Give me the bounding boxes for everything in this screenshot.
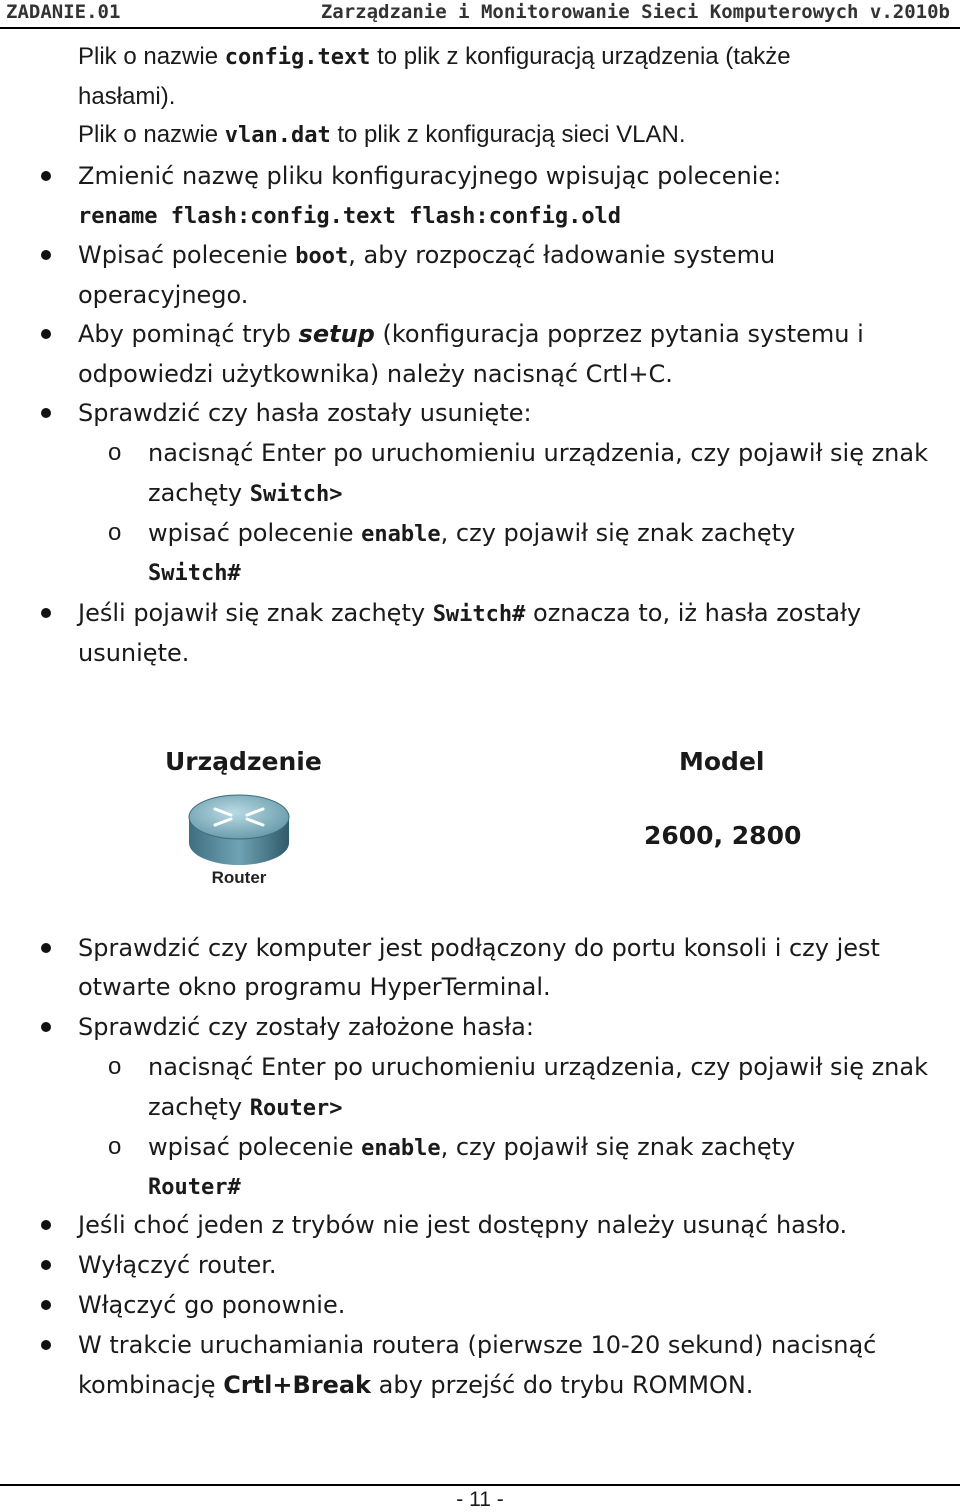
bullet-icon <box>41 408 51 418</box>
code-enable: enable <box>361 522 441 547</box>
code-boot: boot <box>295 244 349 269</box>
break-instruction-cont <box>78 1370 753 1400</box>
text: , czy pojawił się znak zachęty <box>440 519 796 547</box>
bullet-icon <box>41 1340 51 1350</box>
check-passwords-instruction: Sprawdzić czy hasła zostały usunięte: <box>78 399 532 427</box>
break-instruction: W trakcie uruchamiania routera (pierwsze 10-20 sekund) nacisnąć <box>78 1331 877 1359</box>
text: aby przejść do trybu ROMMON. <box>371 1371 754 1399</box>
text: (konfiguracja poprzez pytania systemu i <box>374 320 864 348</box>
sub-bullet-marker: o <box>108 439 122 466</box>
code-rename: rename flash:config.text flash:config.old <box>78 204 622 229</box>
text: Aby pominąć tryb <box>78 320 299 348</box>
code-switch-prompt: Switch> <box>249 482 343 507</box>
setup-instruction-cont: odpowiedzi użytkownika) należy nacisnąć Crtl+C. <box>78 360 673 388</box>
footer-divider <box>0 1484 960 1486</box>
turn-on-instruction: Włączyć go ponownie. <box>78 1291 346 1319</box>
code-router-priv-prompt: Router# <box>148 1175 241 1200</box>
rename-instruction: Zmienić nazwę pliku konfiguracyjnego wpisując polecenie: <box>78 162 782 190</box>
bullet-icon <box>41 943 51 953</box>
enable-instruction <box>148 518 795 550</box>
bullet-icon <box>41 1022 51 1032</box>
text: zachęty <box>148 1093 250 1121</box>
column-header-model: Model <box>679 747 765 776</box>
enable-prompt-line <box>148 557 241 589</box>
text: , czy pojawił się znak zachęty <box>440 1133 796 1161</box>
router-icon <box>183 787 295 895</box>
bullet-icon <box>41 329 51 339</box>
text: to plik z konfiguracją urządzenia (także <box>370 43 791 70</box>
bullet-icon <box>41 250 51 260</box>
turn-off-instruction: Wyłączyć router. <box>78 1251 277 1279</box>
boot-instruction-cont: operacyjnego. <box>78 281 249 309</box>
router-press-enter: nacisnąć Enter po uruchomieniu urządzenia, czy pojawił się znak <box>148 1053 928 1081</box>
vlan-file-line <box>78 120 686 151</box>
console-check-cont: otwarte okno programu HyperTerminal. <box>78 973 551 1001</box>
router-press-enter-cont <box>148 1092 342 1124</box>
key-combo: Crtl+Break <box>223 1371 372 1399</box>
config-file-line-cont: hasłami). <box>78 83 176 110</box>
config-file-line <box>78 42 791 73</box>
text: Jeśli pojawił się znak zachęty <box>78 599 433 627</box>
bullet-icon <box>41 1220 51 1230</box>
text: , aby rozpocząć ładowanie systemu <box>348 241 776 269</box>
text: kombinację <box>78 1371 224 1399</box>
rename-command <box>78 200 621 232</box>
sub-bullet-marker: o <box>108 519 122 546</box>
page-number: - 11 - <box>456 1488 504 1511</box>
setup-emphasis: setup <box>298 320 375 348</box>
code-enable: enable <box>361 1136 441 1161</box>
text: Plik o nazwie <box>78 43 225 70</box>
text: Plik o nazwie <box>78 121 225 148</box>
router-label: Router <box>211 868 267 887</box>
bullet-icon <box>41 171 51 181</box>
page-header <box>0 0 960 29</box>
code-router-prompt: Router> <box>249 1096 343 1121</box>
code-switch-priv-prompt: Switch# <box>148 561 241 586</box>
sub-bullet-marker: o <box>108 1053 122 1080</box>
remove-password-instruction: Jeśli choć jeden z trybów nie jest dostępny należy usunąć hasło. <box>78 1211 848 1239</box>
passwords-removed-instruction <box>78 598 861 630</box>
router-enable-prompt-line <box>148 1171 241 1203</box>
code-vlan-dat: vlan.dat <box>224 123 331 148</box>
console-check-instruction: Sprawdzić czy komputer jest podłączony do portu konsoli i czy jest <box>78 934 880 962</box>
press-enter-instruction: nacisnąć Enter po uruchomieniu urządzenia, czy pojawił się znak <box>148 439 928 467</box>
code-config-text: config.text <box>224 45 371 70</box>
header-course-title: Zarządzanie i Monitorowanie Sieci Komputerowych v.2010b <box>320 1 950 23</box>
text: wpisać polecenie <box>148 519 362 547</box>
text: wpisać polecenie <box>148 1133 362 1161</box>
model-value: 2600, 2800 <box>644 821 802 850</box>
press-enter-instruction-cont <box>148 478 342 510</box>
router-enable-instruction <box>148 1132 795 1164</box>
text: to plik z konfiguracją sieci VLAN. <box>330 121 686 148</box>
setup-instruction <box>78 319 864 349</box>
sub-bullet-marker: o <box>108 1133 122 1160</box>
bullet-icon <box>41 1260 51 1270</box>
bullet-icon <box>41 1300 51 1310</box>
text: Wpisać polecenie <box>78 241 296 269</box>
header-task-id: ZADANIE.01 <box>6 1 121 23</box>
text: zachęty <box>148 479 250 507</box>
check-router-passwords: Sprawdzić czy zostały założone hasła: <box>78 1013 534 1041</box>
boot-instruction <box>78 240 775 272</box>
column-header-device: Urządzenie <box>165 747 322 776</box>
bullet-icon <box>41 608 51 618</box>
code-switch-priv-prompt: Switch# <box>432 602 526 627</box>
passwords-removed-cont: usunięte. <box>78 639 190 667</box>
text: oznacza to, iż hasła zostały <box>525 599 862 627</box>
